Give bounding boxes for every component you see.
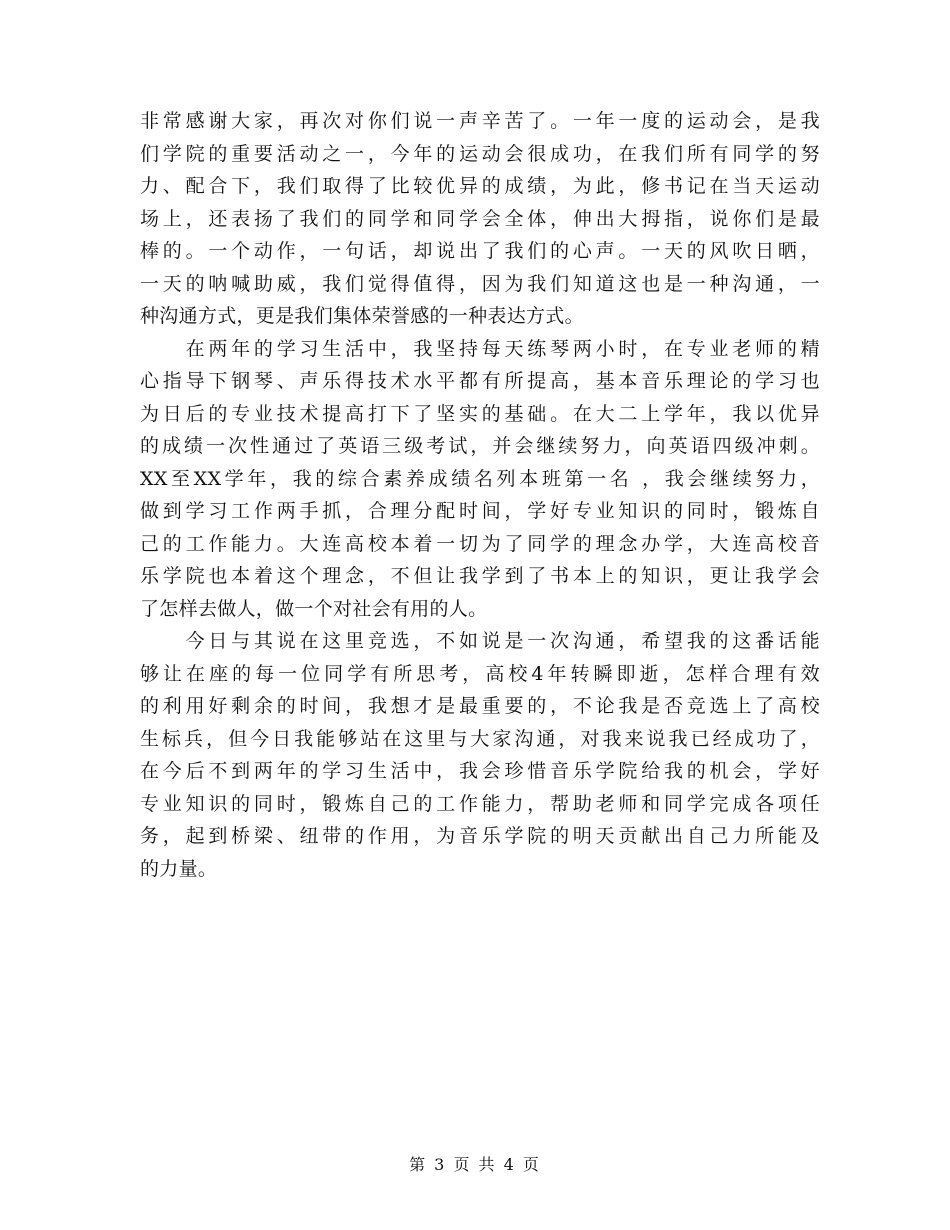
- text-line: 种沟通方式，更是我们集体荣誉感的一种表达方式。: [140, 305, 584, 327]
- text-line: 今日与其说在这里竞选，不如说是一次沟通，希望我的这番话能: [140, 630, 820, 652]
- paragraph-sports-meet: [140, 105, 820, 333]
- paragraph-study-life: [140, 333, 820, 626]
- text-line: 的成绩一次性通过了英语三级考试，并会继续努力，向英语四级冲刺。: [140, 435, 820, 457]
- text-line: 场上，还表扬了我们的同学和同学会全体，伸出大拇指，说你们是最: [140, 207, 820, 230]
- text-line: 己的工作能力。大连高校本着一切为了同学的理念办学，大连高校音: [140, 532, 820, 555]
- text-line: 专业知识的同时，锻炼自己的工作能力，帮助老师和同学完成各项任: [140, 792, 820, 815]
- text-line: 了怎样去做人，做一个对社会有用的人。: [140, 597, 488, 620]
- text-line: 心指导下钢琴、声乐得技术水平都有所提高，基本音乐理论的学习也: [140, 370, 820, 392]
- text-line: 非常感谢大家，再次对你们说一声辛苦了。一年一度的运动会，是我: [140, 110, 820, 132]
- text-line: 的力量。: [140, 857, 218, 880]
- paragraph-campaign: [140, 625, 820, 885]
- text-line: 们学院的重要活动之一，今年的运动会很成功，在我们所有同学的努: [140, 142, 820, 165]
- text-line: 一天的呐喊助威，我们觉得值得，因为我们知道这也是一种沟通，一: [140, 272, 820, 295]
- text-line: 的利用好剩余的时间，我想才是最重要的，不论我是否竞选上了高校: [140, 695, 820, 717]
- text-line: 在两年的学习生活中，我坚持每天练琴两小时，在专业老师的精: [140, 337, 820, 360]
- text-line: 生标兵，但今日我能够站在这里与大家沟通，对我来说我已经成功了，: [140, 727, 820, 750]
- text-line: XX至XX学年，我的综合素养成绩名列本班第一名 ，我会继续努力，: [140, 467, 820, 490]
- page-number-footer: 第 3 页 共 4 页: [409, 1155, 541, 1174]
- text-line: 乐学院也本着这个理念，不但让我学到了书本上的知识，更让我学会: [140, 565, 820, 587]
- text-line: 够让在座的每一位同学有所思考，高校4年转瞬即逝，怎样合理有效: [140, 662, 820, 685]
- text-line: 务，起到桥梁、纽带的作用，为音乐学院的明天贡献出自己力所能及: [140, 825, 820, 847]
- text-line: 为日后的专业技术提高打下了坚实的基础。在大二上学年，我以优异: [140, 402, 820, 425]
- document-body: [140, 105, 820, 885]
- text-line: 做到学习工作两手抓，合理分配时间，学好专业知识的同时，锻炼自: [140, 500, 820, 522]
- text-line: 力、配合下，我们取得了比较优异的成绩，为此，修书记在当天运动: [140, 175, 820, 197]
- text-line: 在今后不到两年的学习生活中，我会珍惜音乐学院给我的机会，学好: [140, 760, 820, 782]
- text-line: 棒的。一个动作，一句话，却说出了我们的心声。一天的风吹日晒，: [140, 240, 820, 262]
